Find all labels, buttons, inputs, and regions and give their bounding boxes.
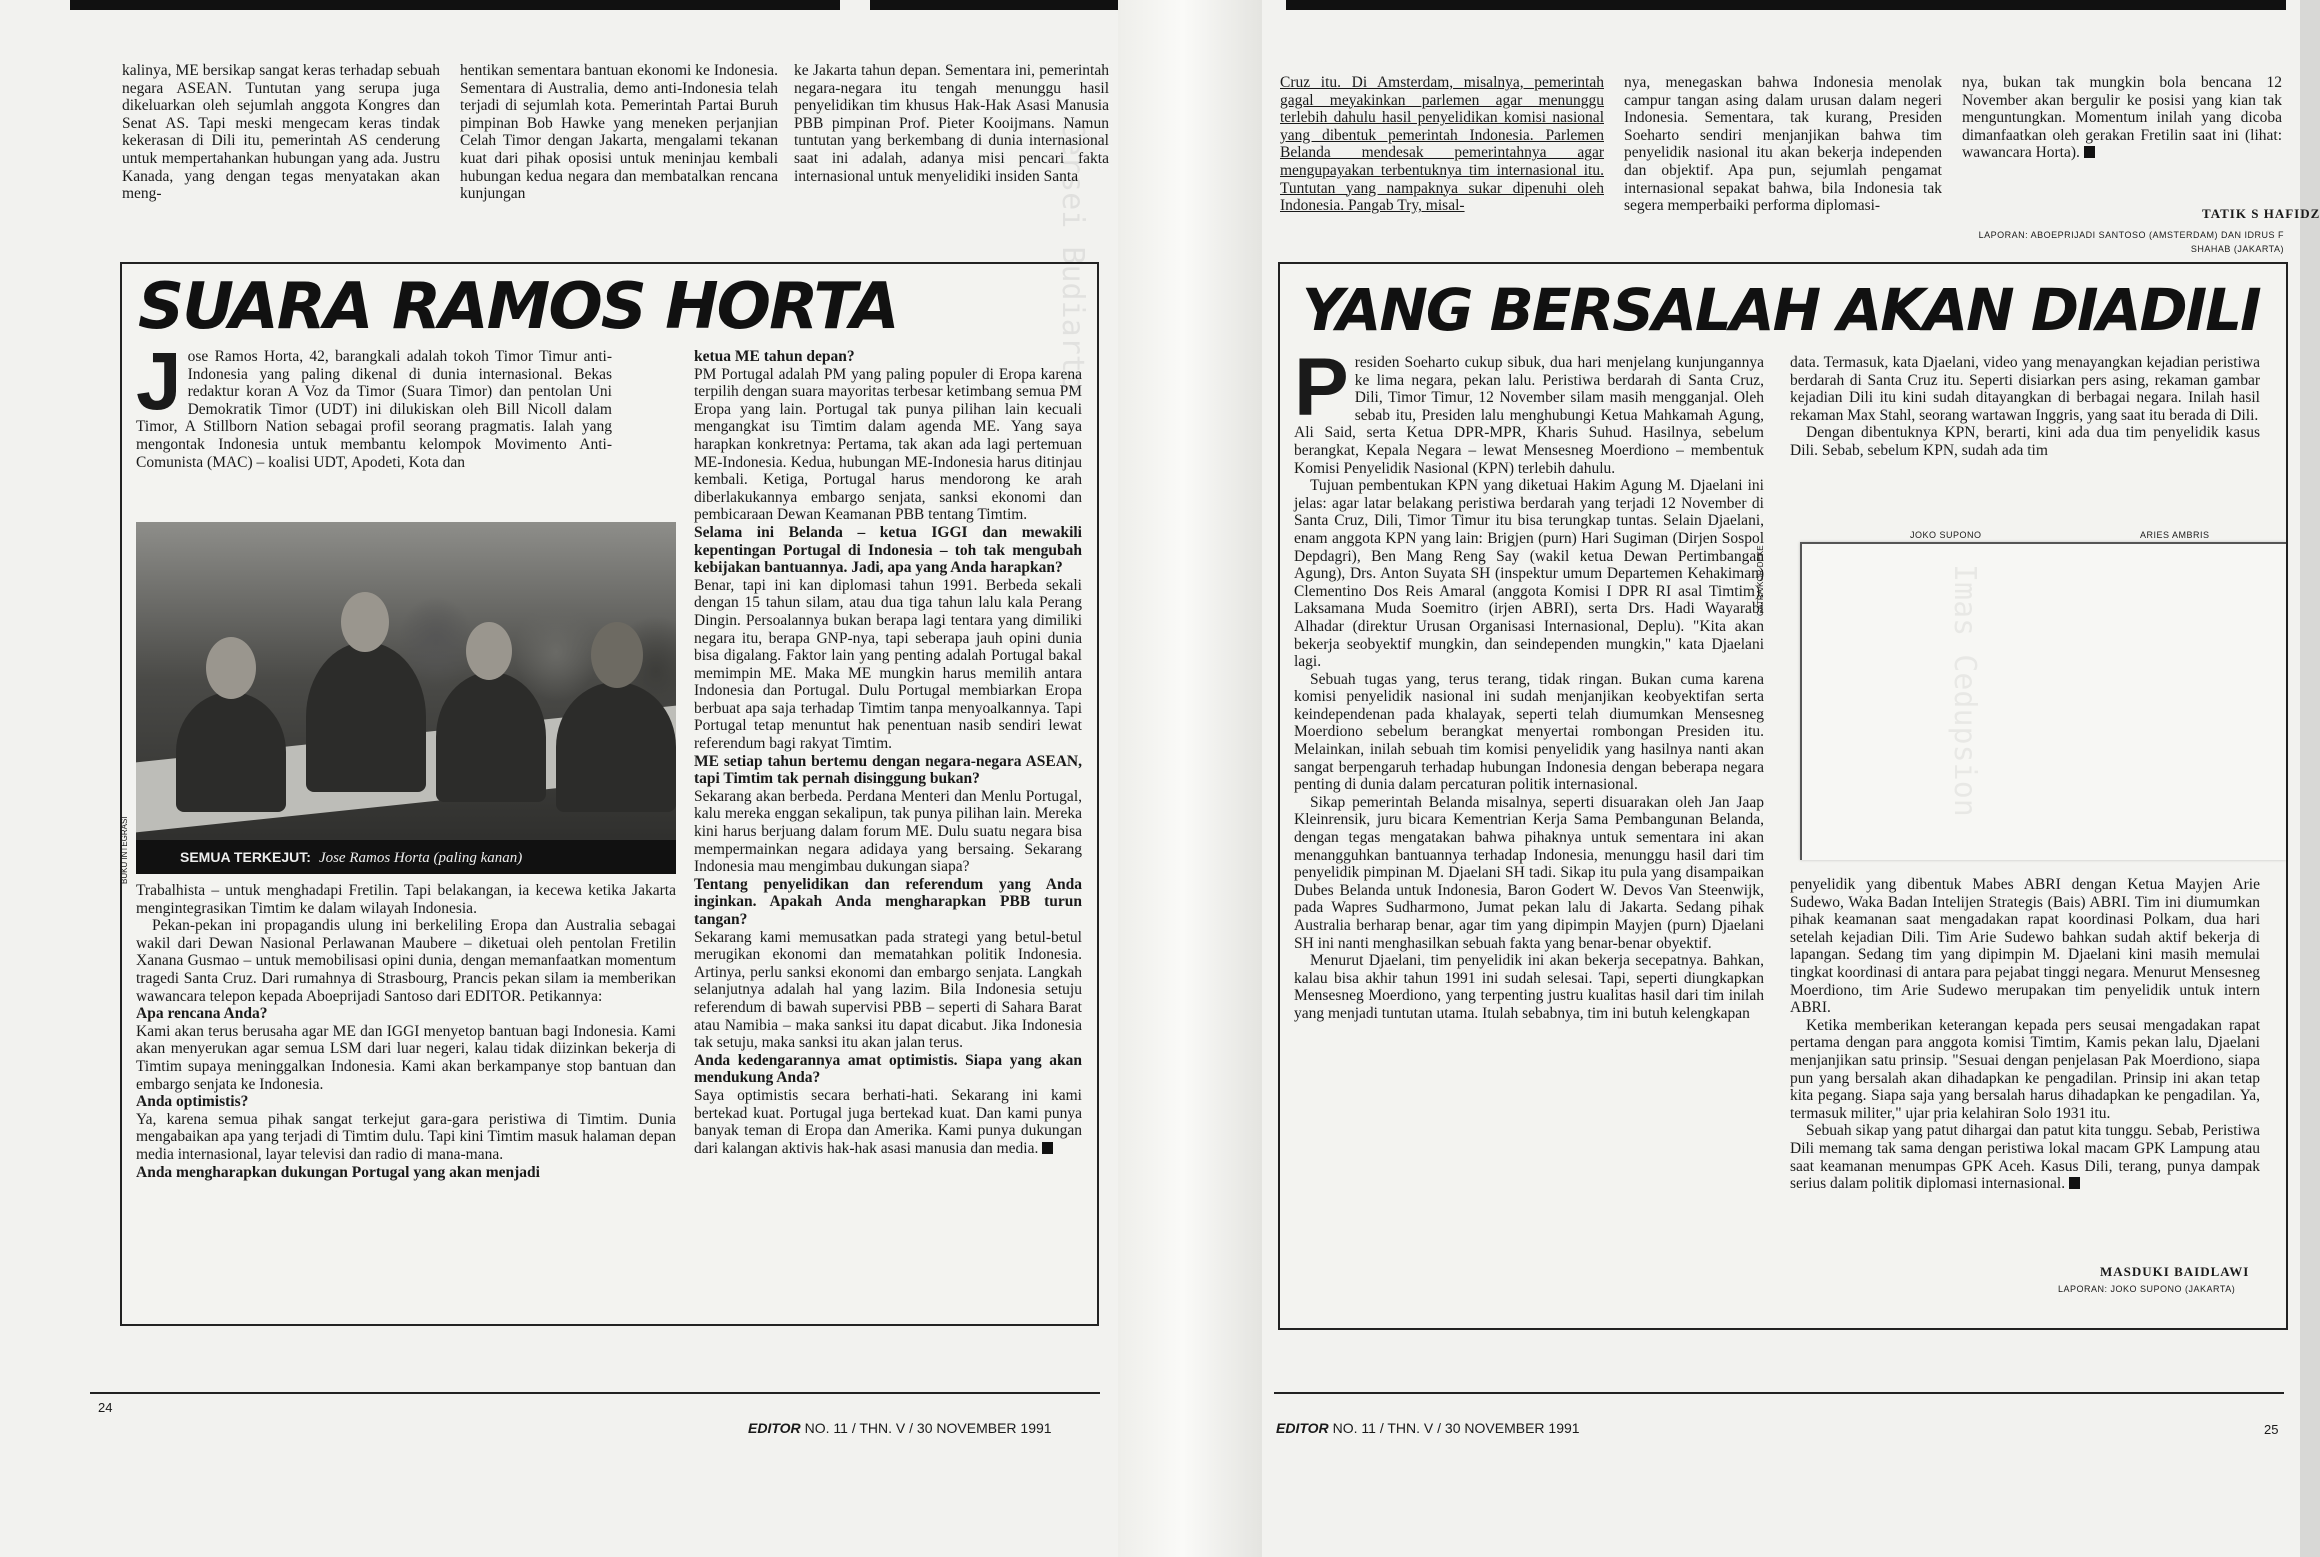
right-page [1262, 0, 2320, 1557]
interview-box [120, 262, 1099, 1326]
photo-credit: JOKO SUPONO [1910, 530, 1982, 540]
article-col-2-top: data. Termasuk, kata Djaelani, video yang menayangkan kejadian peristiwa berdarah di Santa Cruz itu. Seperti disiarkan pers asing, rekaman gambar kejadian Dili itu kini sudah ditayangkan di berbagai negara. Inilah hasil rekaman Max Stahl, seorang wartawan Inggris, yang saat itu berada di Dili. Dengan dibentuknya KPN, berarti, kini ada dua tim penyelidik kasus Dili. Sebab, sebelum KPN, sudah ada tim [1790, 354, 2260, 459]
article-box [1278, 262, 2288, 1330]
top-rule [70, 0, 840, 10]
photo-horta [136, 522, 676, 874]
interview-col-1: Trabalhista – untuk menghadapi Fretilin. Tapi belakangan, ia kecewa ketika Jakarta mengintegrasikan Timtim ke dalam wilayah Indonesia. Pekan-pekan ini propagandis ulung ini berkeliling Eropa dan Australia sebagai wakil dari Dewan Nasional Perlawanan Maubere – diketuai oleh pentolan Fretilin Xanana Gusmao – untuk memobilisasi opini dunia, dengan memanfaatkan momentum tragedi Santa Cruz. Dari rumahnya di Strasbourg, Prancis pekan silam ia memberikan wawancara telepon kepada Aboeprijadi Santoso dari EDITOR. Petikannya: Apa rencana Anda? Kami akan terus berusaha agar ME dan IGGI menyetop bantuan bagi Indonesia. Kami akan menyerukan agar semua LSM dari luar negeri, kalau tidak diizinkan bekerja di Timtim supaya meninggalkan Indonesia. Kami akan berkampanye stop bantuan dan embargo senjata ke Indonesia. Anda optimistis? Ya, karena semua pihak sangat terkejut gara-gara peristiwa di Timtim. Dunia mengabaikan apa yang terjadi di Timtim dulu. Tapi kini Timtim masuk halaman depan media internasional, layar televisi dan radio di mana-mana. Anda mengharapkan dukungan Portugal yang akan menjadi [136, 882, 676, 1181]
pasted-slip: Imas Cedupsion [1800, 542, 2286, 860]
top-rule [1286, 0, 2286, 10]
bleed-through: Cersei Budiarto [1055, 120, 1090, 391]
author: TATIK S HAFIDZ [2202, 206, 2320, 221]
top-column-1: kalinya, ME bersikap sangat keras terhadap sebuah negara ASEAN. Tuntutan yang serupa juga dikeluarkan oleh sejumlah anggota Kongres dan Senat AS. Tapi meski mengecam keras tindak kekerasan di Dili itu, pemerintah AS cenderung untuk mempertahankan hubungan yang ada. Justru Kanada, yang dengan tegas menyatakan akan meng- [122, 62, 440, 203]
footer-rule [1274, 1392, 2284, 1394]
top-column-2: nya, menegaskan bahwa Indonesia menolak campur tangan asing dalam urusan dalam negeri Indonesia. Sementara, tak kurang, Presiden Soeharto sendiri menjanjikan bahwa tim penyelidik nasional itu akan bekerja independen dan objektif. Apa pun, sejumlah pengamat internasional sepakat bahwa, bila Indonesia tak segera memperbaiki performa diplomasi- [1624, 74, 1942, 215]
top-column-3: ke Jakarta tahun depan. Sementara ini, pemerintah negara-negara itu tengah menunggu hasil penyelidikan tim khusus Hak-Hak Asasi Manusia PBB pimpinan Prof. Pieter Kooijmans. Namun tuntutan yang berkembang di dunia internasional saat ini adalah, adanya misi pencari fakta internasional untuk menyelidiki insiden Santa [794, 62, 1109, 185]
headline: YANG BERSALAH AKAN DIADILI [1302, 276, 2260, 344]
top-column-3: nya, bukan tak mungkin bola bencana 12 November akan bergulir ke posisi yang kian tak menguntungkan. Momentum inilah yang dicoba dimanfaatkan oleh gerakan Fretilin saat ini (lihat: wawancara Horta). [1962, 74, 2282, 162]
footer: EDITOR NO. 11 / THN. V / 30 NOVEMBER 1991 [1276, 1420, 1580, 1436]
author: MASDUKI BAIDLAWI [2100, 1264, 2250, 1279]
left-page [0, 0, 1118, 1557]
footer: EDITOR NO. 11 / THN. V / 30 NOVEMBER 1991 [748, 1420, 1052, 1436]
footer-rule [90, 1392, 1100, 1394]
page-number: 25 [2264, 1422, 2279, 1437]
article-col-2-bottom: penyelidik yang dibentuk Mabes ABRI dengan Ketua Mayjen Arie Sudewo, Waka Badan Intelijen Strategis (Bais) ABRI. Tim ini diumumkan pihak keamanan saat mengadakan rapat koordinasi Polkam, dua hari setelah kejadian Dili. Tim Arie Sudewo bahkan sudah aktif bekerja di lapangan. Sedang tim yang dipimpin M. Djaelani kini masih memulai tingkat koordinasi di antara para pejabat tinggi negara. Menurut Mensesneg Moerdiono, tim Arie Sudewo merupakan tim penyelidik untuk intern ABRI. Ketika memberikan keterangan kepada pers seusai mengadakan rapat pertama dengan para anggota komisi Timtim, Kamis pekan lalu, Djaelani menjanjikan satu prinsip. "Sesuai dengan penjelasan Pak Moerdiono, siapa pun yang bersalah akan dihadapkan ke pengadilan. Prinsip ini akan tetap kita pegang. Siapa saja yang bersalah harus dihadapkan ke pengadilan. Ya, termasuk militer," ujar pria kelahiran Solo 1931 itu. Sebuah sikap yang patut dihargai dan patut kita tunggu. Sebab, Peristiwa Dili memang tak sama dengan peristiwa lokal macam GPK Lampung atau saat keamanan menumpas GPK Aceh. Kasus Dili, terang, punya dampak serius dalam politik diplomasi internasional. [1790, 876, 2260, 1193]
photo-caption: SEMUA TERKEJUT: Jose Ramos Horta (paling kanan) [136, 840, 676, 874]
drop-cap: J [136, 336, 182, 427]
article-col-1: Presiden Soeharto cukup sibuk, dua hari menjelang kunjungannya ke lima negara, pekan lalu. Peristiwa berdarah di Santa Cruz, Dili, Timor Timur, 12 November silam masih mengganjal. Oleh sebab itu, Presiden lalu menghubungi Ketua Mahkamah Agung, Ali Said, serta Ketua DPR-MPR, Kharis Suhud. Hasilnya, sebelum berangkat, Kepala Negara – lewat Mensesneg Moerdiono – membentuk Komisi Penyelidik Nasional (KPN) terlebih dahulu. Tujuan pembentukan KPN yang diketuai Hakim Agung M. Djaelani ini jelas: agar latar belakang peristiwa berdarah yang terjadi 12 November di Santa Cruz, Dili, Timor Timur itu bisa terungkap tuntas. Selain Djaelani, enam anggota KPN yang lain: Brigjen (purn) Hari Sugiman (Dirjen Sospol Depdagri), Ben Mang Reng Say (wakil ketua Dewan Pertimbangan Agung), Drs. Anton Suyata SH (inspektur umum Departemen Kehakiman) Clementino Dos Reis Amaral (anggota Komisi I DPR RI asal Timtim), Laksamana Muda Soemitro (irjen ABRI), serta Drs. Hadi Wayarabi Alhadar (direktur Urusan Organisasi Internasional, Deplu). "Kita akan bekerja seobyektif mungkin, dan seindependen mungkin," kata Djaelani lagi. Sebuah tugas yang, terus terang, tidak ringan. Bukan cuma karena komisi penyelidik nasional ini sudah menjanjikan keobyektifan serta keindependenan pada khalayak, seperti telah diumumkan Mensesneg Moerdiono sebelum berangkat menyertai rombongan Presiden itu. Melainkan, inilah sebuah tim komisi penyelidik yang hasilnya nanti akan sangat berpengaruh terhadap hubungan Indonesia dengan beberapa negara penting di dunia dalam percaturan politik internasional. Sikap pemerintah Belanda misalnya, seperti disuarakan oleh Jan Jaap Kleinrensik, juru bicara Kementrian Kerja Sama Pembangunan Belanda, dengan tegas mengatakan bahwa pihaknya untuk sementara ini akan menangguhkan bantuannya terhadap Indonesia, menunggu hasil dari tim penyelidik pimpinan M. Djaelani SH tadi. Sikap itu pula yang disampaikan Dubes Belanda untuk Indonesia, Baron Godert W. Devos Van Steenwijk, pada Wapres Sudharmono, Jumat pekan lalu di Jakarta. Sedang pihak Australia berharap benar, agar tim yang dipimpin Mayjen (purn) Djaelani SH ini nanti menghasilkan sebuah fakta yang benar-benar obyektif. Menurut Djaelani, tim penyelidik ini akan bekerja secepatnya. Bahkan, kalau bisa akhir tahun 1991 ini sudah selesai. Tapi, seperti diungkapkan Mensesneg Moerdiono, yang terpenting justru kualitas hasil dari tim inilah yang menjadi tuntutan utama. Itulah sebabnya, tim ini butuh kelengkapan [1294, 342, 1764, 1022]
top-rule [870, 0, 1118, 10]
photo-credit: ARIES AMBRIS [2140, 530, 2210, 540]
headline: SUARA RAMOS HORTA [138, 270, 898, 344]
end-mark [1042, 1142, 1053, 1154]
page-number: 24 [98, 1400, 113, 1415]
gutter [1118, 0, 1262, 1557]
top-column-2: hentikan sementara bantuan ekonomi ke Indonesia. Sementara di Australia, demo anti-Indonesia telah terjadi di sejumlah kota. Pemerintah Partai Buruh pimpinan Bob Hawke yang meneken perjanjian Celah Timor dengan Jakarta, mengalami tekanan kuat dari pihak oposisi untuk meninjau kembali hubungan kedua negara dan membatalkan rencana kunjungan [460, 62, 778, 203]
interview-col-2: ketua ME tahun depan? PM Portugal adalah PM yang paling populer di Eropa karena terpilih dengan suara mayoritas terbesar ketimbang semua PM Eropa yang lain. Portugal tak punya pilihan lain kecuali mengangkat isu Timtim dalam agenda ME. Yang saya harapkan konkretnya: Pertama, tak akan ada lagi pertemuan ME-Indonesia. Kedua, hubungan ME-Indonesia harus ditinjau kembali. Ketiga, Portugal harus mendorong ke arah diberlakukannya embargo senjata, sanksi ekonomi dan pembicaraan Dewan Keamanan PBB tentang Timtim. Selama ini Belanda – ketua IGGI dan mewakili kepentingan Portugal di Indonesia – toh tak mengubah kebijakan bantuannya. Jadi, apa yang Anda harapkan? Benar, tapi ini kan diplomasi tahun 1991. Berbeda sekali dengan 15 tahun silam, atau dua tiga tahun lalu kala Perang Dingin. Persoalannya bukan berapa lagi tentara yang dimiliki negara itu, berapa GNP-nya, tapi seberapa jauh opini dunia bisa digalang. Faktor lain yang penting adalah Portugal bakal memimpin ME. Maka ME mungkin harus memilih antara Indonesia dan Portugal. Dulu Portugal membiarkan Eropa berbuat apa saja terhadap Timtim tanpa menyoalkannya. Tapi Portugal tetap menuntut hak penentuan nasib sendiri lewat referendum bagi rakyat Timtim. ME setiap tahun bertemu dengan negara-negara ASEAN, tapi Timtim tak pernah disinggung bukan? Sekarang akan berbeda. Perdana Menteri dan Menlu Portugal, kalu mereka enggan sekalipun, tak punya pilihan lain. Mereka kini harus berjuang dalam forum ME. Dulu suatu negara bisa mempermainkan negara adidaya yang bersaing. Sekarang Indonesia mau mengimbau dukungan siapa? Tentang penyelidikan dan referendum yang Anda inginkan. Apakah Anda mengharapkan PBB turun tangan? Sekarang kami memusatkan pada strategi yang betul-betul merugikan ekonomi dan mematahkan politik Indonesia. Artinya, perlu sanksi ekonomi dan embargo senjata. Langkah selanjutnya adalah hal yang lazim. Bila Indonesia setuju referendum di bawah supervisi PBB – seperti di Sahara Barat atau Namibia – maka sanksi itu dapat dicabut. Jika Indonesia tak setuju, maka sanksi itu akan jalan terus. Anda kedengarannya amat optimistis. Siapa yang akan mendukung Anda? Saya optimistis secara berhati-hati. Sekarang ini kami bertekad kuat. Portugal juga bertekad kuat. Dan kami punya banyak teman di Eropa dan Amerika. Kami punya dukungan dari kalangan aktivis hak-hak asasi manusia dan media. [694, 348, 1082, 1157]
end-mark [2084, 146, 2095, 158]
report-credit: LAPORAN: ABOEPRIJADI SANTOSO (AMSTERDAM) DAN IDRUS F SHAHAB (JAKARTA) [1978, 230, 2284, 254]
end-mark [2069, 1177, 2080, 1189]
photo-credit: BUKU INTEGRASI [120, 816, 129, 884]
drop-cap: P [1294, 342, 1349, 433]
interview-intro: Jose Ramos Horta, 42, barangkali adalah tokoh Timor Timur anti-Indonesia yang paling dikenal di dunia internasional. Bekas redaktur koran A Voz da Timor (Suara Timor) dan pentolan Uni Demokratik Timor (UDT) ini dilukiskan oleh Bill Nicoll dalam Timor, A Stillborn Nation sebagai profil seorang pragmatis. Ialah yang mengontak Indonesia untuk membantu kelompok Movimento Anti-Comunista (MAC) – koalisi UDT, Apodeti, Kota dan [136, 336, 612, 471]
side-credit: GATRA/KOR DEKE [1756, 545, 1765, 616]
report-credit: LAPORAN: JOKO SUPONO (JAKARTA) [2058, 1284, 2236, 1294]
top-column-1: Cruz itu. Di Amsterdam, misalnya, pemerintah gagal meyakinkan parlemen agar menunggu terlebih dahulu hasil penyelidikan komisi nasional yang dibentuk pemerintah Indonesia. Parlemen Belanda mendesak pemerintahnya agar mengupayakan terbentuknya tim internasional itu. Tuntutan yang nampaknya sukar dipenuhi oleh Indonesia. Pangab Try, misal- [1280, 74, 1604, 215]
